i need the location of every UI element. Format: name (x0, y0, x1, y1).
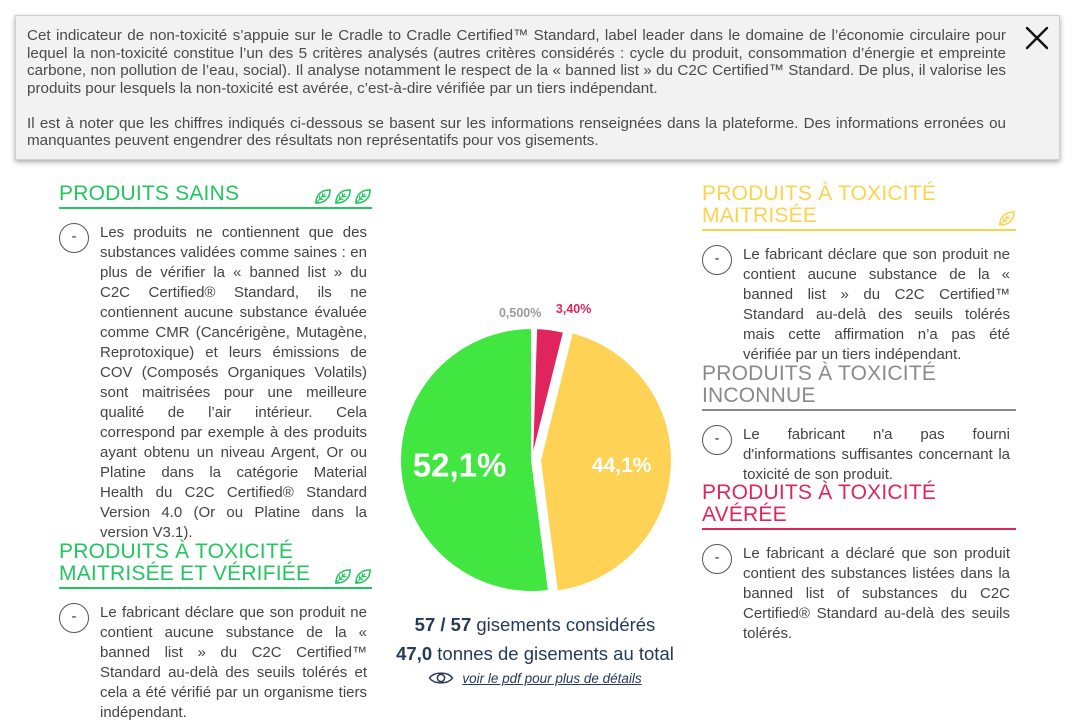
section-toxicite-maitrisee-verifiee (59, 541, 372, 723)
section-title (702, 482, 1016, 530)
list-item (59, 223, 372, 543)
list-item (59, 603, 372, 723)
section-title (702, 183, 1016, 231)
collapse-toggle-button[interactable]: - (702, 544, 732, 574)
leaf-icon (333, 567, 352, 586)
list-item (702, 245, 1016, 365)
section-description: Le fabricant a déclaré que son produit contient des substances listées dans la banned list of substances du C2C Certified® Standard au-delà des seuils tolérés. (743, 545, 1010, 642)
section-description: Le fabricant déclare que son produit ne contient aucune substance de la « banned list » du C2C Certified™ Standard au-delà des seuils tolérés mais cette affirmation n’a pas été vérifiée par un tiers indépendant. (743, 246, 1010, 363)
section-title-line2: MAITRISÉE ET VÉRIFIÉE (59, 562, 311, 585)
leaf-icon (997, 209, 1016, 228)
section-title (59, 541, 372, 589)
section-title-line2: MAITRISÉE (702, 204, 817, 227)
close-icon (1023, 24, 1051, 52)
info-panel (15, 15, 1060, 160)
pdf-link-text[interactable]: voir le pdf pour plus de détails (462, 670, 642, 686)
leaf-icon (353, 567, 372, 586)
leaf-icon (353, 187, 372, 206)
toxicity-pie-chart (392, 301, 672, 600)
considered-count: 57 / 57 (414, 614, 472, 635)
collapse-toggle-button[interactable]: - (59, 603, 89, 633)
tonnes-value: 47,0 (396, 643, 433, 664)
section-title-line1: PRODUITS À TOXICITÉ (702, 481, 937, 504)
tonnes-label: tonnes de gisements au total (437, 643, 674, 664)
pie-svg (392, 301, 672, 600)
info-paragraph-1: Cet indicateur de non-toxicité s’appuie sur le Cradle to Cradle Certified™ Standard, label leader dans le domaine de l’économie circulaire pour lequel la non-toxicité constitue l’un des 5 critères analysés (autres critères considérés : cycle du produit, consommation d’énergie et empreinte carbone, non pollution de l’eau, social). Il analyse notamment le respect de la « banned list » du C2C Certified™ Standard. De plus, il valorise les produits pour lesquels la non-toxicité est avérée, c’est-à-dire vérifiée par un tiers indépendant. (27, 27, 1006, 97)
section-description: Le fabricant déclare que son produit ne contient aucune substance de la « banned list » du C2C Certified™ Standard au-delà des seuils tolérés et cela a été vérifié par un organisme tiers indépendant. (100, 604, 367, 721)
section-title (59, 183, 372, 209)
pie-slice-label: 44,1% (591, 454, 652, 478)
collapse-toggle-button[interactable]: - (702, 245, 732, 275)
section-title-line1: PRODUITS À TOXICITÉ (702, 182, 937, 205)
section-title-line1: PRODUITS À TOXICITÉ (702, 362, 937, 385)
section-title (702, 363, 1016, 411)
leaf-rating (333, 567, 372, 586)
leaf-rating (997, 209, 1016, 228)
pie-slice-label: 52,1% (412, 446, 507, 484)
leaf-rating (313, 187, 372, 206)
tonnes-stat (380, 639, 690, 668)
collapse-toggle-button[interactable]: - (702, 425, 732, 455)
stats-summary (380, 610, 690, 686)
section-description: Les produits ne contiennent que des substances validées comme saines : en plus de vérifier la « banned list » du C2C Certified® Standard, ils ne contiennent aucune substance évaluée comme CMR (Cancérigène, Mutagène, Reprotoxique) et leurs émissions de COV (Composés Organiques Volatils) sont maitrisées pour une meilleure qualité de l’air intérieur. Cela correspond par exemple à des produits ayant obtenu un niveau Argent, Or ou Platine dans la catégorie Material Health du C2C Certified® Standard Version 4.0 (Or ou Platine dans la version V3.1). (100, 224, 367, 541)
eye-icon (428, 670, 454, 686)
close-button[interactable] (1023, 24, 1051, 52)
info-paragraph-2: Il est à noter que les chiffres indiqués ci-dessous se basent sur les informations renseignées dans la plateforme. Des informations erronées ou manquantes peuvent engendrer des résultats non représentatifs pour vos gisements. (27, 114, 1006, 149)
section-title-line2: AVÉRÉE (702, 503, 787, 526)
pdf-link[interactable] (380, 670, 690, 686)
collapse-toggle-button[interactable]: - (59, 223, 89, 253)
section-description: Le fabricant n'a pas fourni d'informations suffisantes concernant la toxicité de son produit. (743, 426, 1010, 483)
section-produits-sains (59, 183, 372, 543)
considered-label: gisements considérés (476, 614, 656, 635)
leaf-icon (313, 187, 332, 206)
section-title-text: PRODUITS SAINS (59, 182, 240, 205)
section-title-line1: PRODUITS À TOXICITÉ (59, 540, 294, 563)
list-item (702, 544, 1016, 644)
section-toxicite-averee (702, 482, 1016, 644)
section-title-line2: INCONNUE (702, 384, 816, 407)
info-text (27, 27, 1006, 150)
pie-slice-label: 3,40% (555, 301, 592, 316)
section-toxicite-maitrisee (702, 183, 1016, 365)
section-toxicite-inconnue (702, 363, 1016, 485)
list-item (702, 425, 1016, 485)
considered-stat (380, 610, 690, 639)
pie-slice-label: 0,500% (498, 305, 542, 320)
leaf-icon (333, 187, 352, 206)
